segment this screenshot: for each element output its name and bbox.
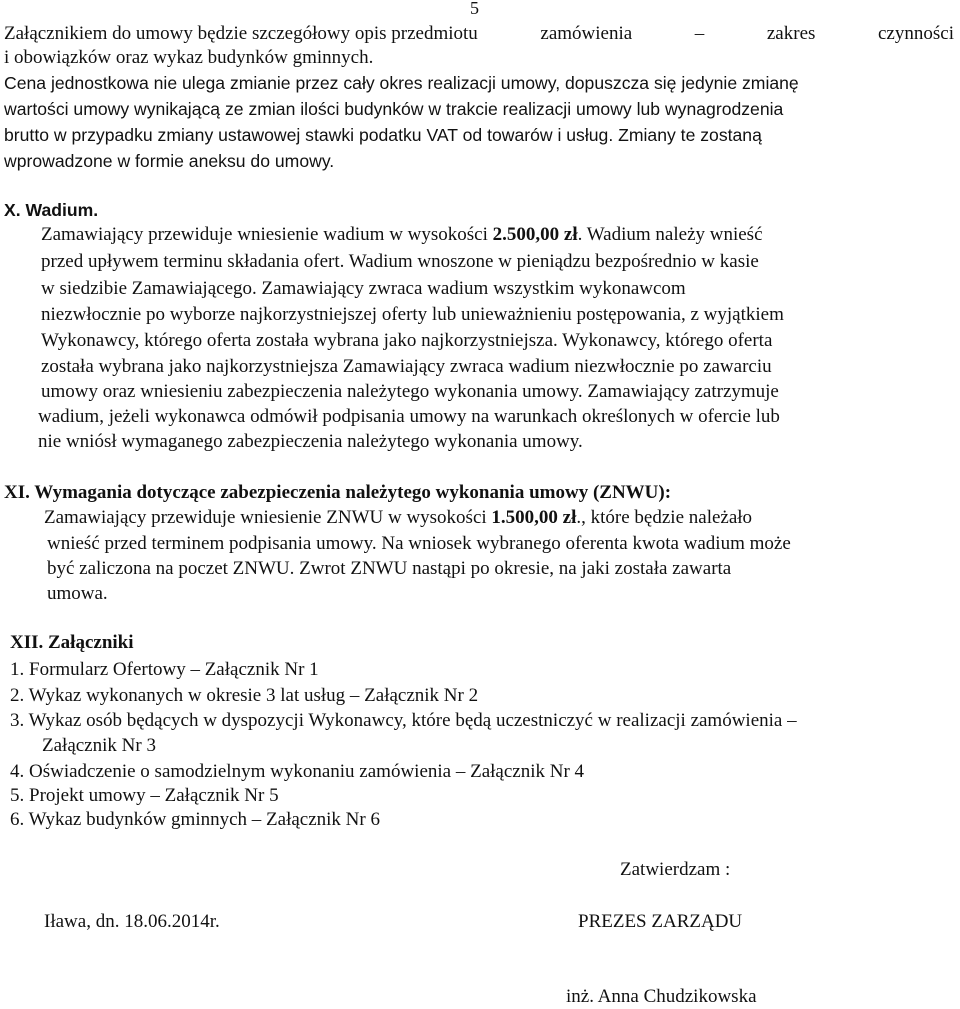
place-date: Iława, dn. 18.06.2014r.: [44, 911, 220, 932]
section-x-line-6: została wybrana jako najkorzystniejsza Zamawiający zwraca wadium niezwłocznie po zawarciu: [41, 356, 772, 377]
attachment-item-2: 2. Wykaz wykonanych w okresie 3 lat usług – Załącznik Nr 2: [10, 685, 479, 706]
attachment-item-3-cont: Załącznik Nr 3: [42, 735, 156, 756]
signatory-name: inż. Anna Chudzikowska: [566, 986, 757, 1007]
intro-line-3: Cena jednostkowa nie ulega zmianie przez cały okres realizacji umowy, dopuszcza się jedynie zmianę: [4, 73, 799, 93]
section-xii-heading: XII. Załączniki: [10, 632, 134, 653]
section-x-line-7: umowy oraz wniesieniu zabezpieczenia należytego wykonania umowy. Zamawiający zatrzymuje: [41, 381, 779, 402]
intro-line-2: i obowiązków oraz wykaz budynków gminnych.: [4, 47, 374, 68]
section-x-line-3: w siedzibie Zamawiającego. Zamawiający zwraca wadium wszystkim wykonawcom: [41, 278, 686, 299]
section-xi-line-4: umowa.: [47, 583, 108, 604]
signatory-title: PREZES ZARZĄDU: [578, 911, 743, 932]
intro-line-5: brutto w przypadku zmiany ustawowej stawki podatku VAT od towarów i usług. Zmiany te zostaną: [4, 125, 762, 145]
page-number: 5: [470, 0, 479, 18]
section-xi-line-1: Zamawiający przewiduje wniesienie ZNWU w wysokości 1.500,00 zł., które będzie należało: [44, 507, 753, 528]
intro-line-6: wprowadzone w formie aneksu do umowy.: [4, 151, 335, 171]
section-x-line-2: przed upływem terminu składania ofert. Wadium wnoszone w pieniądzu bezpośrednio w kasie: [41, 251, 759, 272]
approval-label: Zatwierdzam :: [620, 859, 731, 880]
section-x-line-4: niezwłocznie po wyborze najkorzystniejszej oferty lub unieważnieniu postępowania, z wyjątkiem: [41, 304, 784, 325]
section-xi-heading: XI. Wymagania dotyczące zabezpieczenia należytego wykonania umowy (ZNWU):: [4, 482, 672, 503]
attachment-item-3: 3. Wykaz osób będących w dyspozycji Wykonawcy, które będą uczestniczyć w realizacji zamówienia –: [10, 710, 797, 731]
section-x-line-1: Zamawiający przewiduje wniesienie wadium w wysokości 2.500,00 zł. Wadium należy wnieść: [41, 224, 763, 245]
section-x-line-8: wadium, jeżeli wykonawca odmówił podpisania umowy na warunkach określonych w ofercie lub: [38, 406, 780, 427]
attachment-item-5: 5. Projekt umowy – Załącznik Nr 5: [10, 785, 279, 806]
attachment-item-1: 1. Formularz Ofertowy – Załącznik Nr 1: [10, 659, 319, 680]
section-x-line-9: nie wniósł wymaganego zabezpieczenia należytego wykonania umowy.: [38, 431, 583, 452]
section-x-line-5: Wykonawcy, którego oferta została wybrana jako najkorzystniejsza. Wykonawcy, którego oferta: [41, 330, 773, 351]
intro-line-4: wartości umowy wynikającą ze zmian ilości budynków w trakcie realizacji umowy lub wynagrodzenia: [4, 99, 784, 119]
attachment-item-4: 4. Oświadczenie o samodzielnym wykonaniu zamówienia – Załącznik Nr 4: [10, 761, 585, 782]
section-xi-line-3: być zaliczona na poczet ZNWU. Zwrot ZNWU nastąpi po okresie, na jaki została zawarta: [47, 558, 732, 579]
section-x-heading: X. Wadium.: [4, 200, 99, 220]
section-xi-line-2: wnieść przed terminem podpisania umowy. Na wniosek wybranego oferenta kwota wadium może: [47, 533, 791, 554]
attachment-item-6: 6. Wykaz budynków gminnych – Załącznik Nr 6: [10, 809, 380, 830]
intro-line-1: Załącznikiem do umowy będzie szczegółowy opis przedmiotu zamówienia – zakres czynności: [4, 23, 954, 44]
